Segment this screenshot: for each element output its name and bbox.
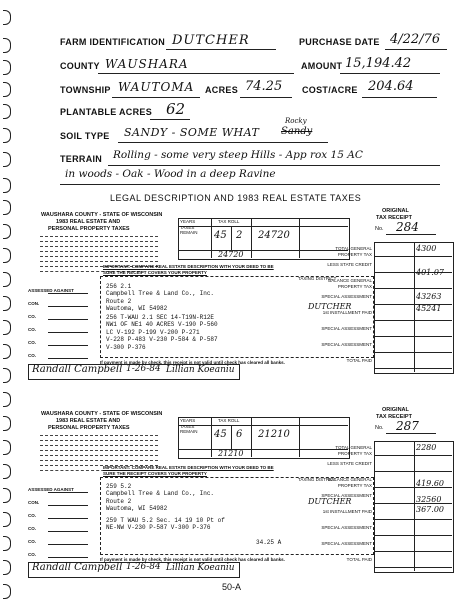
binder-ring (3, 464, 11, 479)
years-label: YEARS TAXES REMAIN (180, 418, 198, 434)
address-line: Campbell Tree & Land Co., Inc. (106, 290, 215, 298)
terrain-line-2: in woods - Oak - Wood in a deep Ravine (65, 168, 276, 180)
left-field-label: CO. (28, 340, 37, 345)
amount-row-label: SPECIAL ASSESSMENT (321, 342, 372, 347)
amount-row-label: TOTAL GENERAL PROPERTY TAX (335, 246, 372, 257)
amount-row-label: BALANCE GENERAL PROPERTY TAX (328, 477, 372, 488)
left-field-line (48, 492, 88, 493)
legal-line: 256 T-WAU 2.1 SEC 14-T19N-R12E (106, 314, 215, 321)
amount-row-line (374, 567, 452, 568)
address-line: 256 2.1 (106, 283, 132, 290)
left-field-line (48, 332, 88, 333)
left-field-label: CO. (28, 526, 37, 531)
left-field-label: ASSESSED AGAINST (28, 288, 74, 293)
receipt-no-label: No. (375, 226, 384, 232)
county-value: WAUSHARA (105, 57, 189, 71)
amount-row-line (374, 471, 452, 472)
plantable-label: PLANTABLE ACRES (60, 107, 152, 117)
amount-row-label: SPECIAL ASSESSMENT (321, 525, 372, 530)
farm-id-label: FARM IDENTIFICATION (60, 37, 166, 47)
receipt-label: TAX RECEIPT (376, 414, 412, 420)
tax-receipt-1 (18, 206, 458, 374)
purchase-date-value: 4/22/76 (390, 32, 441, 47)
amount-value-4: 45241 (416, 304, 442, 313)
receipt-county-title: WAUSHARA COUNTY - STATE OF WISCONSIN (41, 411, 163, 417)
binder-ring (3, 104, 11, 119)
terrain-label: TERRAIN (60, 154, 103, 164)
soil-struck: Sandy (281, 126, 313, 137)
left-field-line (48, 531, 88, 532)
amount-row-label: TOTAL PAID (346, 557, 372, 562)
amount-row-label: BALANCE GENERAL PROPERTY TAX (328, 278, 372, 289)
tax-roll-label: TAX ROLL (218, 219, 240, 224)
left-field-line (48, 358, 88, 359)
left-field-line (48, 319, 88, 320)
amount-row-line (374, 288, 452, 289)
binder-ring (3, 82, 11, 97)
address-line: Campbell Tree & Land Co., Inc. (106, 490, 215, 498)
treasurer-signature: Lillian Koeaniu (166, 563, 235, 573)
legal-line: V-300 P-376 (106, 343, 146, 351)
binder-ring (3, 416, 11, 431)
receipt-subtitle-1: 1983 REAL ESTATE AND (56, 418, 121, 424)
binder-ring (3, 200, 11, 215)
amount-row-label: SPECIAL ASSESSMENT (321, 294, 372, 299)
signature: Randall Campbell (32, 562, 123, 573)
important-note: IMPORTANT: COMPARE REAL ESTATE DESCRIPTION WITH YOUR DEED TO BE SURE THE RECEIPT COVERS YOUR PROPERTY (103, 264, 274, 275)
amount-row-line (374, 368, 452, 369)
binder-ring (3, 152, 11, 167)
address-line: Route 2 (106, 497, 132, 505)
amount-row-line (374, 551, 452, 552)
amount-value-1: 2280 (416, 443, 437, 452)
soil-value: SANDY - SOME WHAT (124, 126, 260, 139)
receipt-county-title: WAUSHARA COUNTY - STATE OF WISCONSIN (41, 212, 163, 218)
left-field-label: CO. (28, 353, 37, 358)
binder-ring (3, 60, 11, 75)
receipt-subtitle-2: PERSONAL PROPERTY TAXES (48, 425, 130, 431)
amount-row-line (374, 535, 452, 536)
amount-value-4: 367.00 (416, 505, 444, 514)
tax-roll-label: TAX ROLL (218, 418, 240, 423)
county-underline (98, 73, 294, 74)
assessed-total: 24720 (218, 250, 244, 259)
binder-ring (3, 10, 11, 25)
amount-row-line (374, 455, 452, 456)
left-field-line (48, 306, 88, 307)
amount-label: AMOUNT (301, 61, 343, 71)
page-value: 6 (236, 429, 243, 440)
farm-id-value: DUTCHER (172, 33, 250, 48)
amount-row-label: 1st INSTALLMENT PAID (322, 509, 372, 514)
signature: Randall Campbell (32, 364, 123, 375)
amount-row-label: 1st INSTALLMENT PAID (322, 310, 372, 315)
farm-id-underline (166, 49, 276, 50)
address-line: Route 2 (106, 297, 132, 305)
assessed-value: 21210 (258, 429, 290, 440)
left-field-label: ASSESSED AGAINST (28, 487, 74, 492)
legal-line: LC V-192 P-199 V-200 P-271 (106, 328, 200, 336)
township-label: TOWNSHIP (60, 85, 111, 95)
receipt-no-label: No. (375, 425, 384, 431)
amount-row-line (374, 256, 452, 257)
amount-row-line (374, 320, 452, 321)
binder-ring (3, 584, 11, 599)
binder-rings (0, 0, 16, 600)
terrain-line-1: Rolling - some very steep Hills - App rox 15 AC (113, 149, 363, 161)
plantable-value: 62 (166, 100, 186, 118)
binder-ring (3, 272, 11, 287)
binder-ring (3, 392, 11, 407)
vol-value: 45 (214, 230, 227, 241)
soil-underline (118, 142, 328, 143)
amount-value-2: 401.07 (416, 268, 444, 277)
acres-label: ACRES (205, 85, 239, 95)
binder-ring (3, 512, 11, 527)
binder-ring (3, 248, 11, 263)
purchase-date-label: PURCHASE DATE (299, 37, 380, 47)
township-underline (112, 97, 200, 98)
amount-row-label: TOTAL PAID (346, 358, 372, 363)
binder-ring (3, 178, 11, 193)
taxing-district-label: TAXING DISTRICT (298, 477, 337, 482)
paid-note: If payment is made by check, this receipt is not valid until check has cleared all banks. (100, 360, 285, 365)
description-frame (100, 276, 374, 358)
vol-value: 45 (214, 429, 227, 440)
assessed-value: 24720 (258, 230, 290, 241)
binder-ring (3, 320, 11, 335)
left-field-label: CO. (28, 327, 37, 332)
acres-value: 74.25 (245, 79, 283, 94)
amount-value: 15,194.42 (345, 56, 412, 71)
owner-note: DUTCHER (308, 497, 352, 506)
left-field-label: CO. (28, 513, 37, 518)
years-label: YEARS TAXES REMAIN (180, 219, 198, 235)
amount-row-line (374, 519, 452, 520)
receipt-subtitle-1: 1983 REAL ESTATE AND (56, 219, 121, 225)
soil-insert: Rocky (285, 117, 307, 125)
signature-date: 1-26-84 (126, 364, 161, 374)
binder-ring (3, 488, 11, 503)
owner-note: DUTCHER (308, 302, 352, 311)
binder-ring (3, 296, 11, 311)
signature-date: 1-26-84 (126, 562, 161, 572)
receipt-label: TAX RECEIPT (376, 215, 412, 221)
legal-line: NE-NW V-230 P-587 V-300 P-376 (106, 524, 211, 532)
township-value: WAUTOMA (118, 80, 195, 94)
address-line: Wautoma, WI 54982 (106, 505, 168, 513)
amount-row-label: SPECIAL ASSESSMENT (321, 541, 372, 546)
amount-underline (340, 73, 440, 74)
binder-ring (3, 224, 11, 239)
amount-row-label: SPECIAL ASSESSMENT (321, 326, 372, 331)
amount-row-line (374, 336, 452, 337)
description-frame (100, 477, 374, 555)
section-title: LEGAL DESCRIPTION AND 1983 REAL ESTATE TAXES (110, 193, 362, 203)
binder-ring (3, 344, 11, 359)
left-field-label: CO. (28, 539, 37, 544)
amount-row-label: SPECIAL ASSESSMENT (321, 493, 372, 498)
amount-row-line (374, 352, 452, 353)
amount-value-3: 32560 (416, 495, 442, 504)
left-field-line (48, 557, 88, 558)
original-label: ORIGINAL (382, 407, 409, 413)
page-number: 50-A (222, 582, 242, 592)
terrain-underline-2 (60, 184, 440, 185)
assessed-total: 21210 (218, 449, 244, 458)
taxing-district-label: TAXING DISTRICT (298, 276, 337, 281)
binder-ring (3, 536, 11, 551)
address-line: Wautoma, WI 54982 (106, 305, 168, 313)
left-field-label: CON. (28, 301, 40, 306)
cost-underline (362, 97, 437, 98)
amount-value-1: 4300 (416, 244, 437, 253)
legal-line: 259 T WAU 5.2 Sec. 14 19 10 Pt of (106, 517, 225, 524)
county-label: COUNTY (60, 61, 100, 71)
amount-row-label: LESS STATE CREDIT (327, 262, 372, 267)
legal-line: NW1 OF NE1 40 ACRES V-190 P-560 (106, 321, 218, 329)
left-field-line (48, 345, 88, 346)
amount-row-label: TOTAL GENERAL PROPERTY TAX (335, 445, 372, 456)
amount-value-2: 419.60 (416, 479, 444, 488)
amount-row-label: LESS STATE CREDIT (327, 461, 372, 466)
left-field-label: CO. (28, 552, 37, 557)
address-line: 259 5.2 (106, 483, 132, 490)
left-field-label: CON. (28, 500, 40, 505)
left-field-label: CO. (28, 314, 37, 319)
binder-ring (3, 128, 11, 143)
soil-label: SOIL TYPE (60, 131, 110, 141)
receipt-number: 287 (396, 419, 419, 433)
cost-label: COST/ACRE (302, 85, 358, 95)
paid-note: If payment is made by check, this receipt is not valid until check has cleared all banks. (100, 557, 285, 562)
purchase-date-underline (385, 49, 447, 50)
binder-ring (3, 440, 11, 455)
tax-receipt-2 (18, 405, 458, 575)
important-note: IMPORTANT: COMPARE REAL ESTATE DESCRIPTION WITH YOUR DEED TO BE SURE THE RECEIPT COVERS YOUR PROPERTY (103, 465, 274, 476)
left-field-line (48, 518, 88, 519)
amount-value-3: 43263 (416, 292, 442, 301)
legal-line: V-228 P-483 V-230 P-584 & P-587 (106, 336, 218, 344)
left-field-line (48, 293, 88, 294)
left-field-line (48, 544, 88, 545)
page-value: 2 (236, 230, 243, 241)
terrain-underline-1 (108, 165, 440, 166)
plantable-underline (150, 119, 190, 120)
receipt-subtitle-2: PERSONAL PROPERTY TAXES (48, 226, 130, 232)
original-label: ORIGINAL (382, 208, 409, 214)
acres-underline (240, 97, 292, 98)
left-field-line (48, 505, 88, 506)
binder-ring (3, 560, 11, 575)
treasurer-signature: Lillian Koeaniu (166, 365, 235, 375)
legal-line: 34.25 A (256, 539, 282, 547)
cost-value: 204.64 (368, 79, 414, 94)
binder-ring (3, 38, 11, 53)
binder-ring (3, 368, 11, 383)
receipt-number: 284 (396, 220, 419, 234)
